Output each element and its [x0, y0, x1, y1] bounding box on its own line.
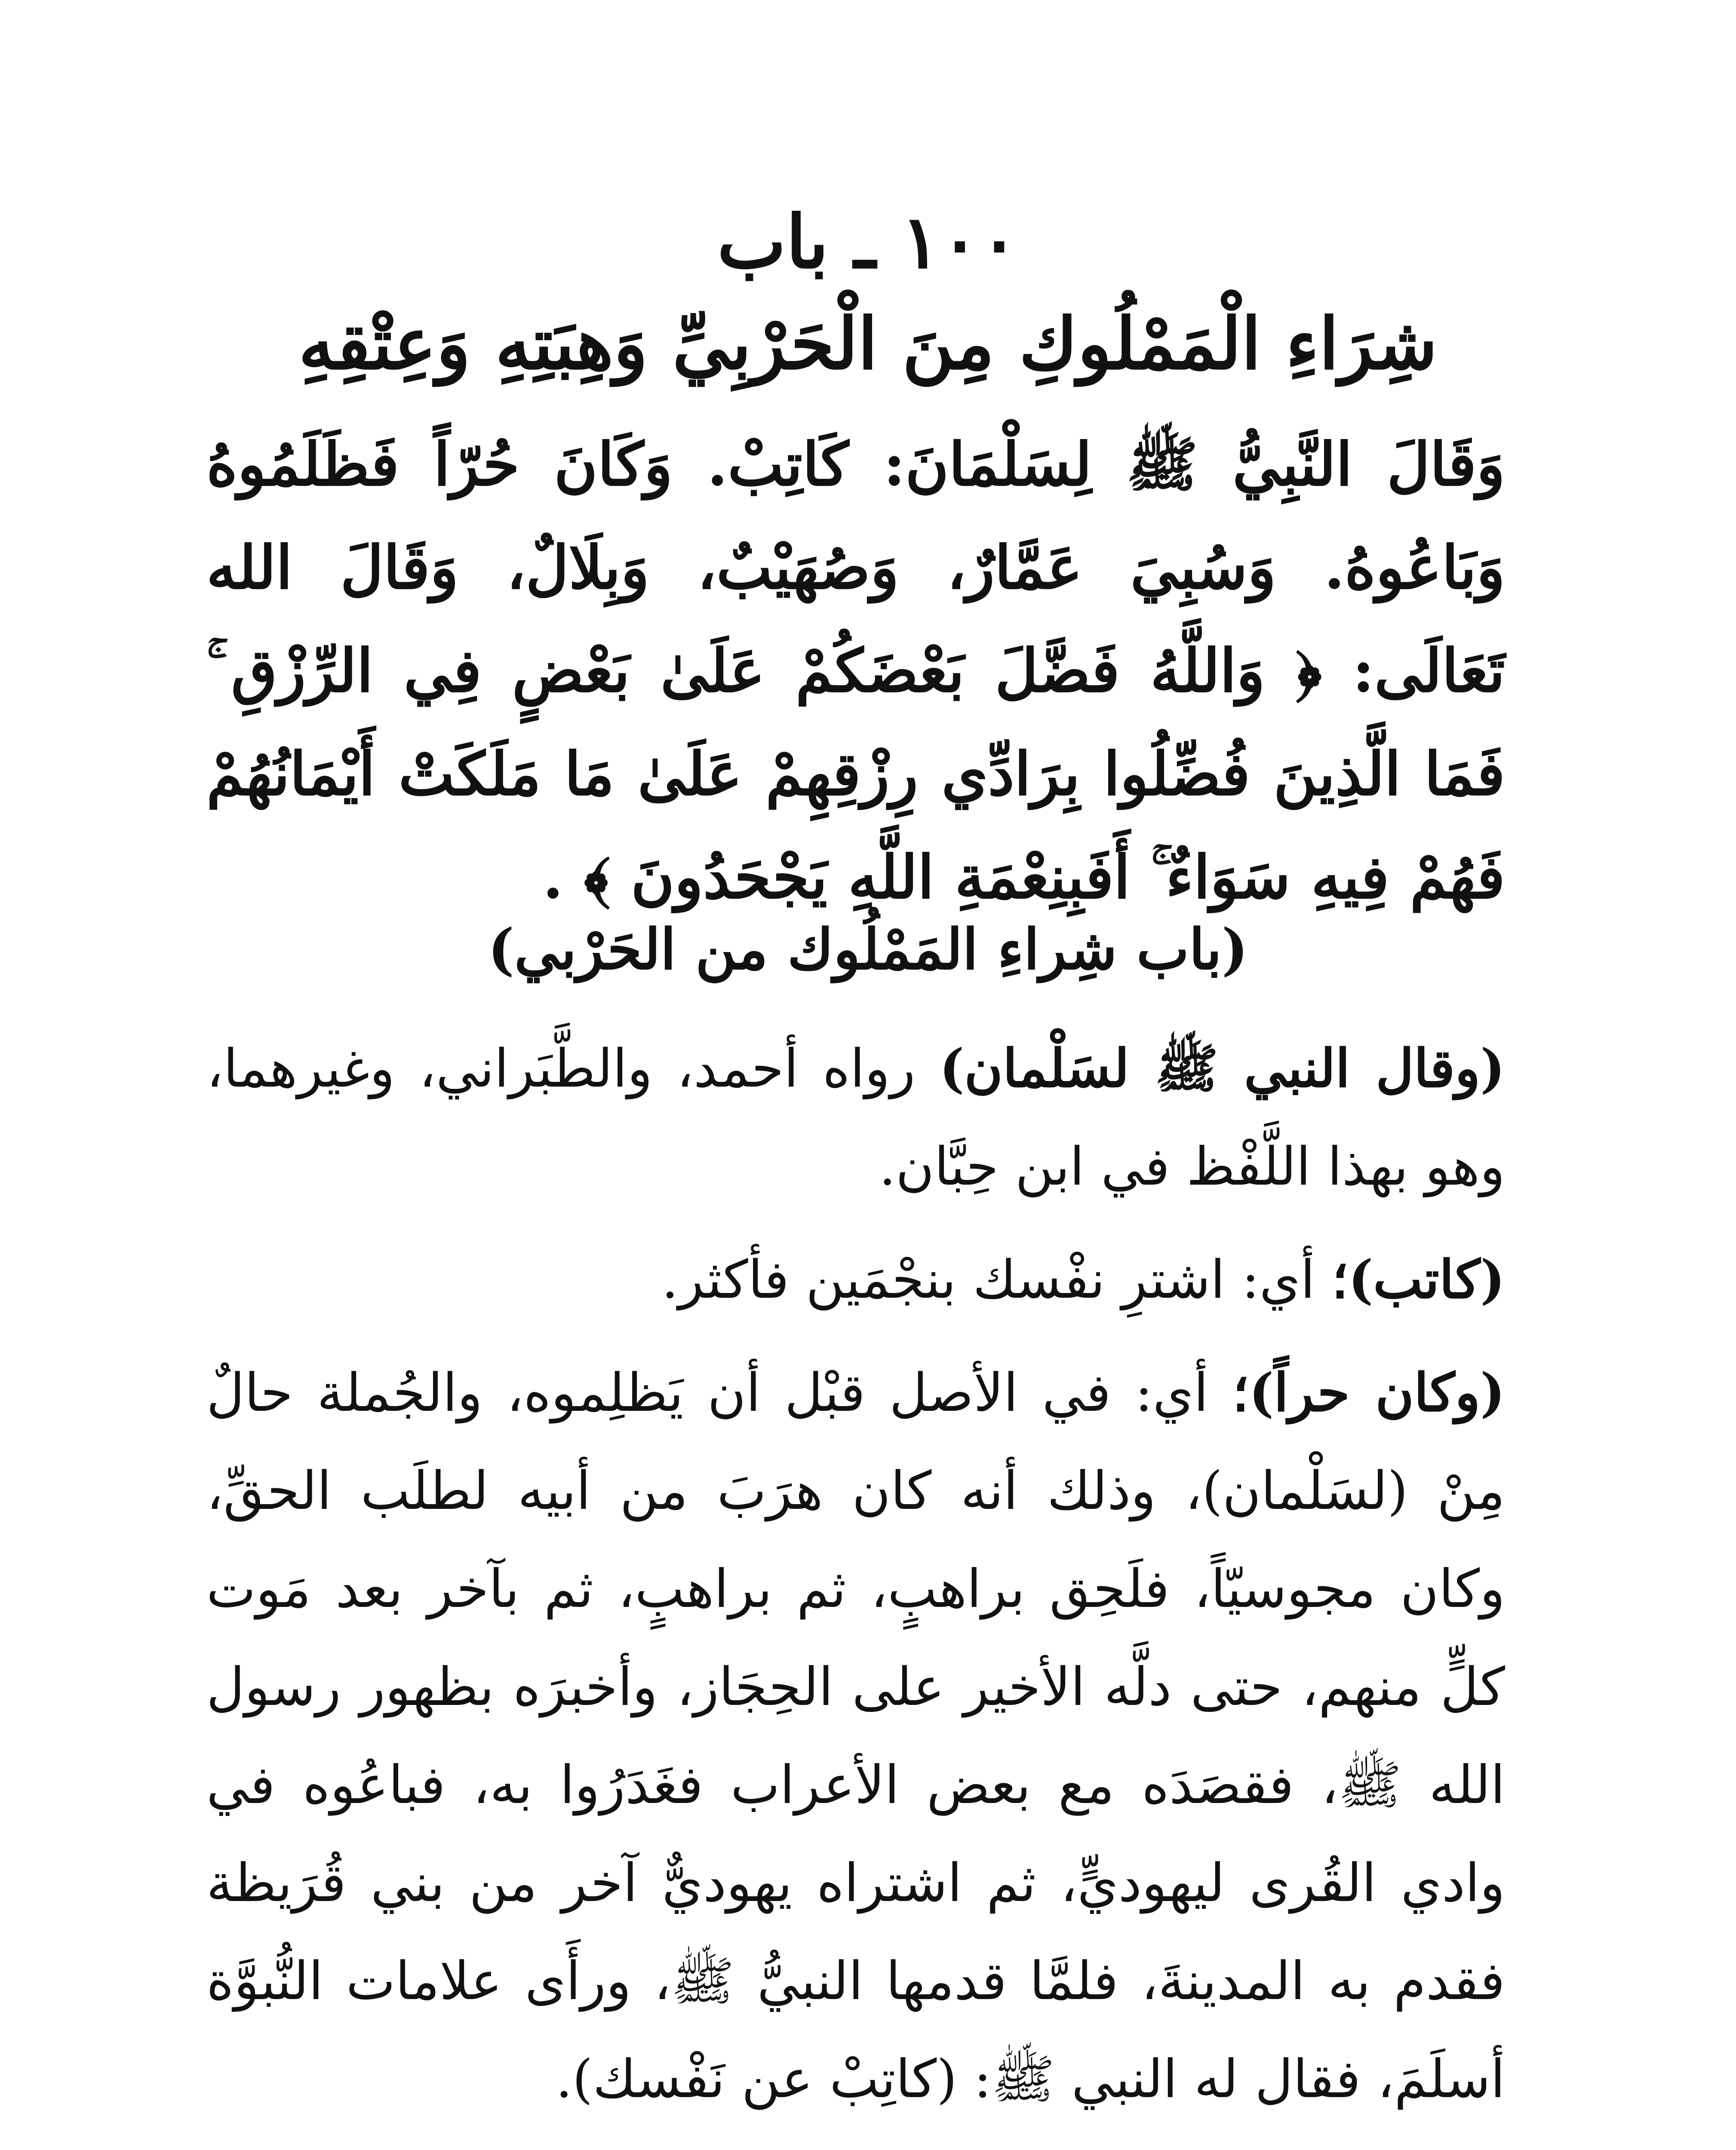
- lemma: (كاتب)؛: [1331, 1248, 1505, 1310]
- chapter-number: ١٠٠ ـ باب: [717, 199, 1019, 285]
- matn-intro: وَقَالَ النَّبِيُّ ﷺ لِسَلْمَانَ: كَاتِبْ. وَكَانَ حُرّاً فَظَلَمُوهُ وَبَاعُوهُ. وَسُبِيَ عَمَّارٌ، وَصُهَيْبٌ، وَبِلَالٌ، وَقَالَ الله تَعَالَى:: [206, 429, 1505, 706]
- chapter-title: شِرَاءِ الْمَمْلُوكِ مِنَ الْحَرْبِيِّ وَهِبَتِهِ وَعِتْقِهِ: [298, 302, 1438, 385]
- commentary-paragraph: [206, 2143, 1505, 2150]
- quran-verse: ﴿ وَاللَّهُ فَضَّلَ بَعْضَكُمْ عَلَىٰ بَعْضٍ فِي الرِّزْقِ ۚ فَمَا الَّذِينَ فُضِّلُوا بِرَادِّي رِزْقِهِمْ عَلَىٰ مَا مَلَكَتْ أَيْمَانُهُمْ فَهُمْ فِيهِ سَوَاءٌ ۚ أَفَبِنِعْمَةِ اللَّهِ يَجْحَدُونَ ﴾: [206, 636, 1505, 912]
- commentary: [206, 1019, 1505, 2150]
- lemma: (وقال النبي ﷺ لسَلْمان): [939, 1037, 1505, 1099]
- matn-end: .: [542, 842, 563, 912]
- commentary-paragraph: [206, 1019, 1505, 1216]
- commentary-text: أي: في الأصل قبْل أن يَظلِموه، والجُملة حالٌ مِنْ (لسَلْمان)، وذلك أنه كان هرَبَ من أبيه لطلَب الحقِّ، وكان مجوسيّاً، فلَحِق براهبٍ، ثم براهبٍ، ثم بآخر بعد مَوت كلٍّ منهم، حتى دلَّه الأخير على الحِجَاز، وأخبرَه بظهور رسول الله ﷺ، فقصَدَه مع بعض الأعراب فغَدَرُوا به، فباعُوه في وادي القُرى ليهوديٍّ، ثم اشتراه يهوديٌّ آخر من بني قُرَيظة فقدم به المدينةَ، فلمَّا قدمها النبيُّ ﷺ، ورأَى علامات النُّبوَّة أسلَمَ، فقال له النبي ﷺ: (كاتِبْ عن نَفْسك).: [206, 1362, 1505, 2110]
- commentary-text: أي: اشترِ نفْسك بنجْمَين فأكثر.: [661, 1249, 1315, 1310]
- commentary-paragraph: [206, 1230, 1505, 1329]
- lemma: (وكان حراً)؛: [1232, 1361, 1505, 1423]
- commentary-paragraph: [206, 1343, 1505, 2128]
- commentary-text: رواه أحمد، والطَّبَراني، وغيرهما، وهو بهذا اللَّفْظ في ابن حِبَّان.: [206, 1038, 1505, 1197]
- section-heading: (باب شِراءِ المَمْلُوك من الحَرْبي): [488, 916, 1248, 982]
- matn-text: [206, 413, 1505, 929]
